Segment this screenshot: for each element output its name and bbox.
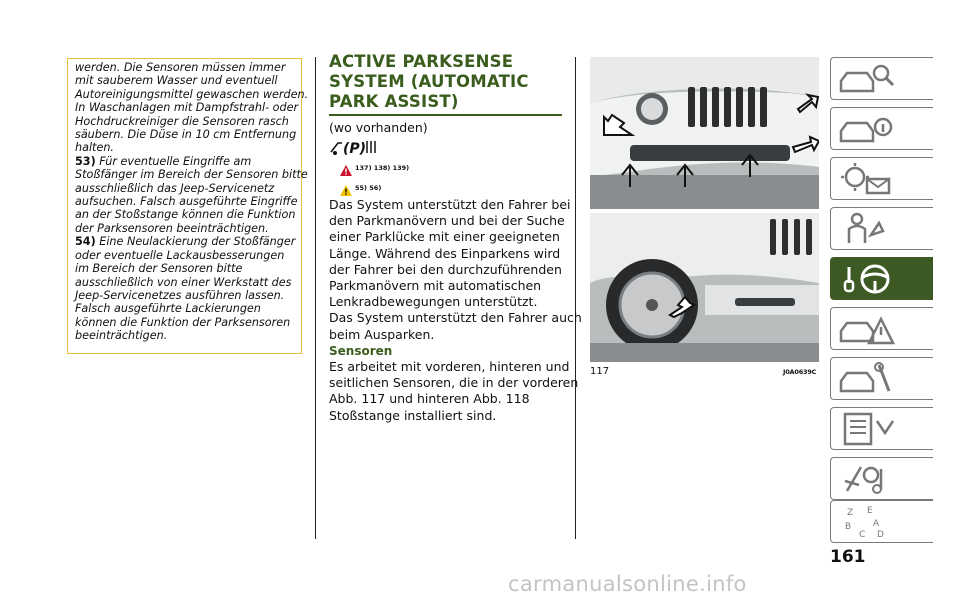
text-line: seitlichen Sensoren, die in der vorderen <box>329 375 579 391</box>
note-number: 53) <box>75 154 96 168</box>
text-line: Es arbeitet mit vorderen, hinteren und <box>329 359 570 374</box>
warning-line: mit sauberem Wasser und eventuell <box>75 74 278 88</box>
note-line: im Bereich der Sensoren bitte <box>75 262 243 276</box>
nav-tab-knowing-vehicle[interactable] <box>830 57 933 100</box>
column-divider <box>315 57 316 539</box>
text-line: Abb. 117 und hinteren Abb. 118 <box>329 391 530 407</box>
section-heading <box>329 52 561 112</box>
text-line: Stoßstange installiert sind. <box>329 407 497 423</box>
warning-symbol-icon <box>340 161 352 180</box>
text-line: einer Parklücke mit einer geeigneten <box>329 229 560 245</box>
text-line: Parkmanövern mit automatischen <box>329 278 542 294</box>
svg-text:E: E <box>867 506 873 516</box>
figure-number: 117 <box>590 366 610 377</box>
svg-text:C: C <box>859 530 866 540</box>
note-line: an der Stoßstange können die Funktion <box>75 208 296 222</box>
heading-line: PARK ASSIST) <box>329 92 459 111</box>
warning-line: säubern. Die Düse in 10 cm Entfernung <box>75 128 297 142</box>
technical-data-icon <box>837 411 897 447</box>
warning-references: 137) 138) 139) <box>355 164 410 172</box>
paragraph-2 <box>329 359 578 424</box>
multimedia-icon <box>837 461 897 497</box>
note-number: 54) <box>75 235 96 249</box>
driving-steering-icon <box>837 261 897 297</box>
paragraph-1 <box>329 197 582 343</box>
text-line: Länge. Während des Einparkens wird <box>329 245 561 261</box>
nav-tab-dashboard[interactable] <box>830 107 933 150</box>
heading-line: ACTIVE PARKSENSE <box>329 52 514 71</box>
car-info-search-icon <box>837 61 897 97</box>
svg-text:D: D <box>877 530 884 540</box>
nav-tab-safety[interactable] <box>830 207 933 250</box>
watermark: carmanualsonline.info <box>508 572 747 596</box>
side-bumper-photo <box>590 213 819 362</box>
svg-text:Z: Z <box>847 508 854 518</box>
note-line: aufsuchen. Falsch ausgeführte Eingriffe <box>75 195 298 209</box>
front-bumper-photo <box>590 57 819 209</box>
note-line: oder eventuelle Lackausbesserungen <box>75 248 285 262</box>
nav-tab-emergency[interactable] <box>830 307 933 350</box>
text-line: Das System unterstützt den Fahrer bei <box>329 197 571 212</box>
text-line: beim Ausparken. <box>329 326 435 342</box>
index-icon <box>837 504 897 540</box>
heading-line: SYSTEM (AUTOMATIC <box>329 72 529 91</box>
service-maintenance-icon <box>837 361 897 397</box>
note-line: Jeep-Servicenetzes ausführen lassen. <box>75 288 285 302</box>
svg-text:A: A <box>873 519 880 529</box>
svg-text:(P): (P) <box>343 141 367 156</box>
nav-tab-driving[interactable] <box>830 257 933 300</box>
note-line: Für eventuelle Eingriffe am <box>99 154 252 168</box>
warning-lights-icon <box>837 161 897 197</box>
note-line: Stoßfänger im Bereich der Sensoren bitte <box>75 168 308 182</box>
note-line: beeinträchtigen. <box>75 329 168 343</box>
note-line: können die Funktion der Parksensoren <box>75 315 291 329</box>
text-line: Lenkradbewegungen unterstützt. <box>329 294 538 310</box>
subheading: Sensoren <box>329 344 393 358</box>
availability-note: (wo vorhanden) <box>329 120 428 135</box>
park-assist-icon <box>329 138 377 160</box>
warning-box <box>67 58 309 354</box>
heading-underline <box>329 114 562 116</box>
safety-icon <box>837 211 897 247</box>
text-line: der Fahrer bei den durchzuführenden <box>329 261 562 277</box>
warning-line: In Waschanlagen mit Dampfstrahl- oder <box>75 101 299 115</box>
text-line: den Parkmanövern und bei der Suche <box>329 213 565 229</box>
warning-line: halten. <box>75 141 114 155</box>
svg-text:B: B <box>845 522 852 532</box>
text-line: Das System unterstützt den Fahrer auch <box>329 310 582 326</box>
car-info-icon <box>837 111 897 147</box>
nav-tab-multimedia[interactable] <box>830 457 933 500</box>
nav-tab-warning-lights[interactable] <box>830 157 933 200</box>
note-line: ausschließlich von einer Werkstatt des <box>75 275 292 289</box>
warning-line: Autoreinigungsmittel gewaschen werden. <box>75 87 309 101</box>
warning-line: Hochdruckreiniger die Sensoren rasch <box>75 114 289 128</box>
page-number: 161 <box>830 547 866 567</box>
note-line: der Parksensoren beeinträchtigen. <box>75 221 269 235</box>
note-line: Falsch ausgeführte Lackierungen <box>75 302 261 316</box>
note-53 <box>75 154 308 235</box>
note-line: ausschließlich das Jeep-Servicenetz <box>75 181 275 195</box>
nav-tab-technical-data[interactable] <box>830 407 933 450</box>
warning-text <box>75 61 309 155</box>
emergency-icon <box>837 311 897 347</box>
warning-line: werden. Die Sensoren müssen immer <box>75 61 286 74</box>
nav-tab-index[interactable] <box>830 500 933 543</box>
figure-code: J0A0639C <box>783 368 817 376</box>
note-line: Eine Neulackierung der Stoßfänger <box>99 235 296 249</box>
caution-references: 55) 56) <box>355 184 382 192</box>
nav-tab-service[interactable] <box>830 357 933 400</box>
note-54 <box>75 235 301 342</box>
